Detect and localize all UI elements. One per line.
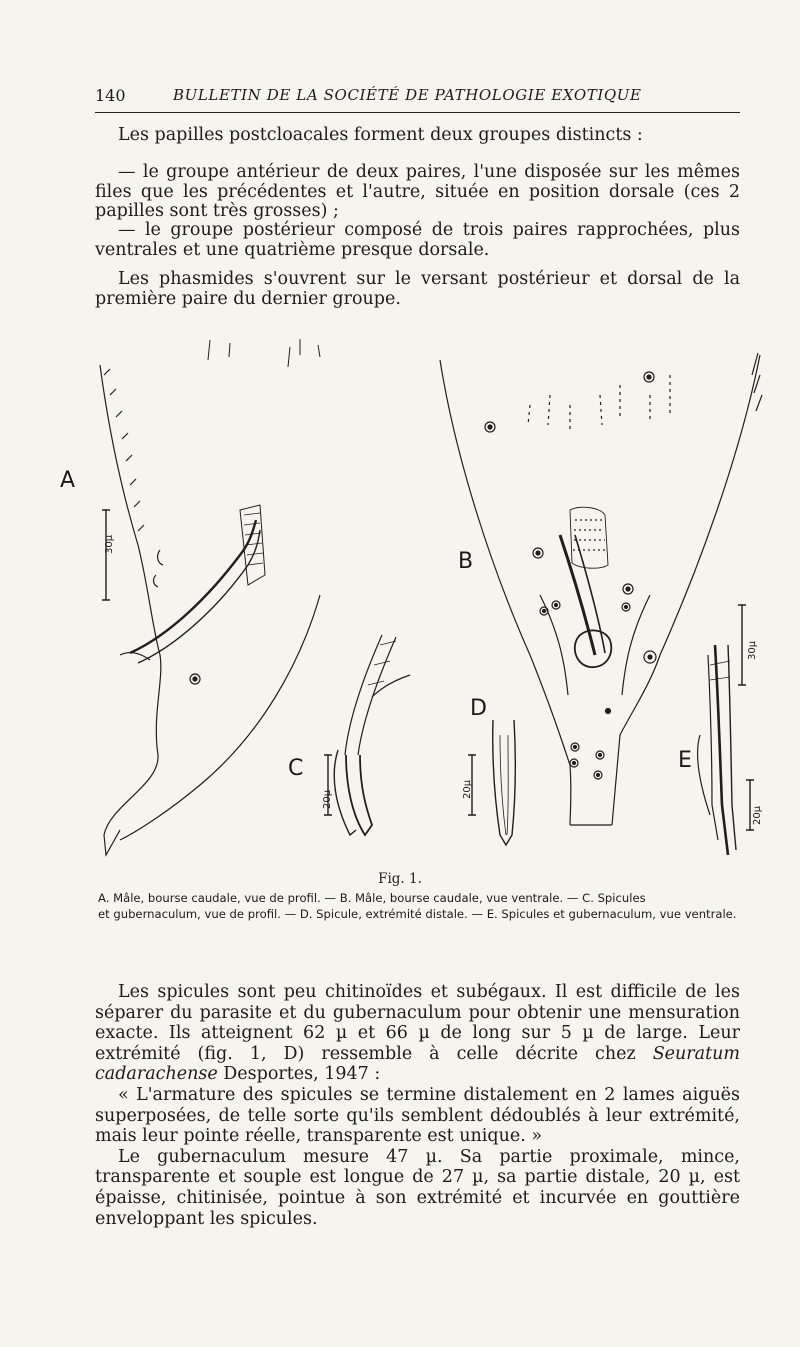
drawing-a-profile (100, 339, 320, 855)
page-header (95, 84, 740, 113)
scale-e: 20µ (752, 805, 763, 825)
caption-line-1: A. Mâle, bourse caudale, vue de profil. — B. Mâle, bourse caudale, vue ventrale. — C. Spicules (98, 891, 646, 905)
drawing-b-ventral (440, 353, 762, 825)
page-number: 140 (95, 86, 126, 105)
scale-d: 20µ (462, 779, 473, 799)
label-c: C (288, 756, 304, 781)
paragraph-groupe-posterieur: — le groupe postérieur composé de trois paires rapprochées, plus ventrales et une quatrième presque dorsale. (95, 220, 740, 260)
paragraph-spicules (95, 982, 740, 1085)
paragraph-spicules-text: Les spicules sont peu chitinoïdes et subégaux. Il est difficile de les séparer du parasite et du gubernaculum pour obtenir une mensuration exacte. Ils atteignent 62 µ et 66 µ de long sur 5 µ de large. Leur extrémité (fig. 1, D) ressemble à celle décrite chez (95, 982, 740, 1064)
drawing-d-spicule-tip (468, 720, 515, 845)
label-e: E (678, 748, 692, 773)
figure-1-drawings (60, 335, 780, 865)
figure-caption (98, 890, 738, 922)
label-a: A (60, 468, 76, 493)
scale-a: 30µ (104, 534, 115, 554)
paragraph-phasmides: Les phasmides s'ouvrent sur le versant postérieur et dorsal de la première paire du dernier groupe. (95, 269, 740, 309)
body-text (95, 982, 740, 1229)
paragraph-spicules-citation: Desportes, 1947 : (217, 1064, 381, 1085)
paragraph-papilles: Les papilles postcloacales forment deux groupes distincts : (118, 125, 643, 145)
label-d: D (470, 696, 487, 721)
paragraph-groupe-anterieur: — le groupe antérieur de deux paires, l'une disposée sur les mêmes files que les précédentes et l'autre, située en position dorsale (ces 2 papilles sont très grosses) ; (95, 162, 740, 222)
paragraph-quote: « L'armature des spicules se termine distalement en 2 lames aiguës superposées, de telle sorte qu'ils semblent dédoublés à leur extrémité, mais leur pointe réelle, transparente est unique. » (95, 1084, 740, 1147)
label-b: B (458, 549, 474, 574)
caption-line-2: et gubernaculum, vue de profil. — D. Spicule, extrémité distale. — E. Spicules et gubernaculum, vue ventrale. (98, 907, 737, 921)
running-title: BULLETIN DE LA SOCIÉTÉ DE PATHOLOGIE EXOTIQUE (173, 86, 642, 104)
paragraph-gubernaculum: Le gubernaculum mesure 47 µ. Sa partie proximale, mince, transparente et souple est longue de 27 µ, sa partie distale, 20 µ, est épaisse, chitinisée, pointue à son extrémité et incurvée en gouttière enveloppant les spicules. (95, 1146, 740, 1229)
drawing-e-spicules-ventral (698, 645, 754, 855)
figure-title: Fig. 1. (378, 871, 422, 887)
drawing-c-spicules-profile (324, 635, 410, 835)
species-name: Seuratum cadarachense (95, 1043, 740, 1085)
scale-b: 30µ (747, 640, 758, 660)
scale-c: 20µ (322, 789, 333, 809)
